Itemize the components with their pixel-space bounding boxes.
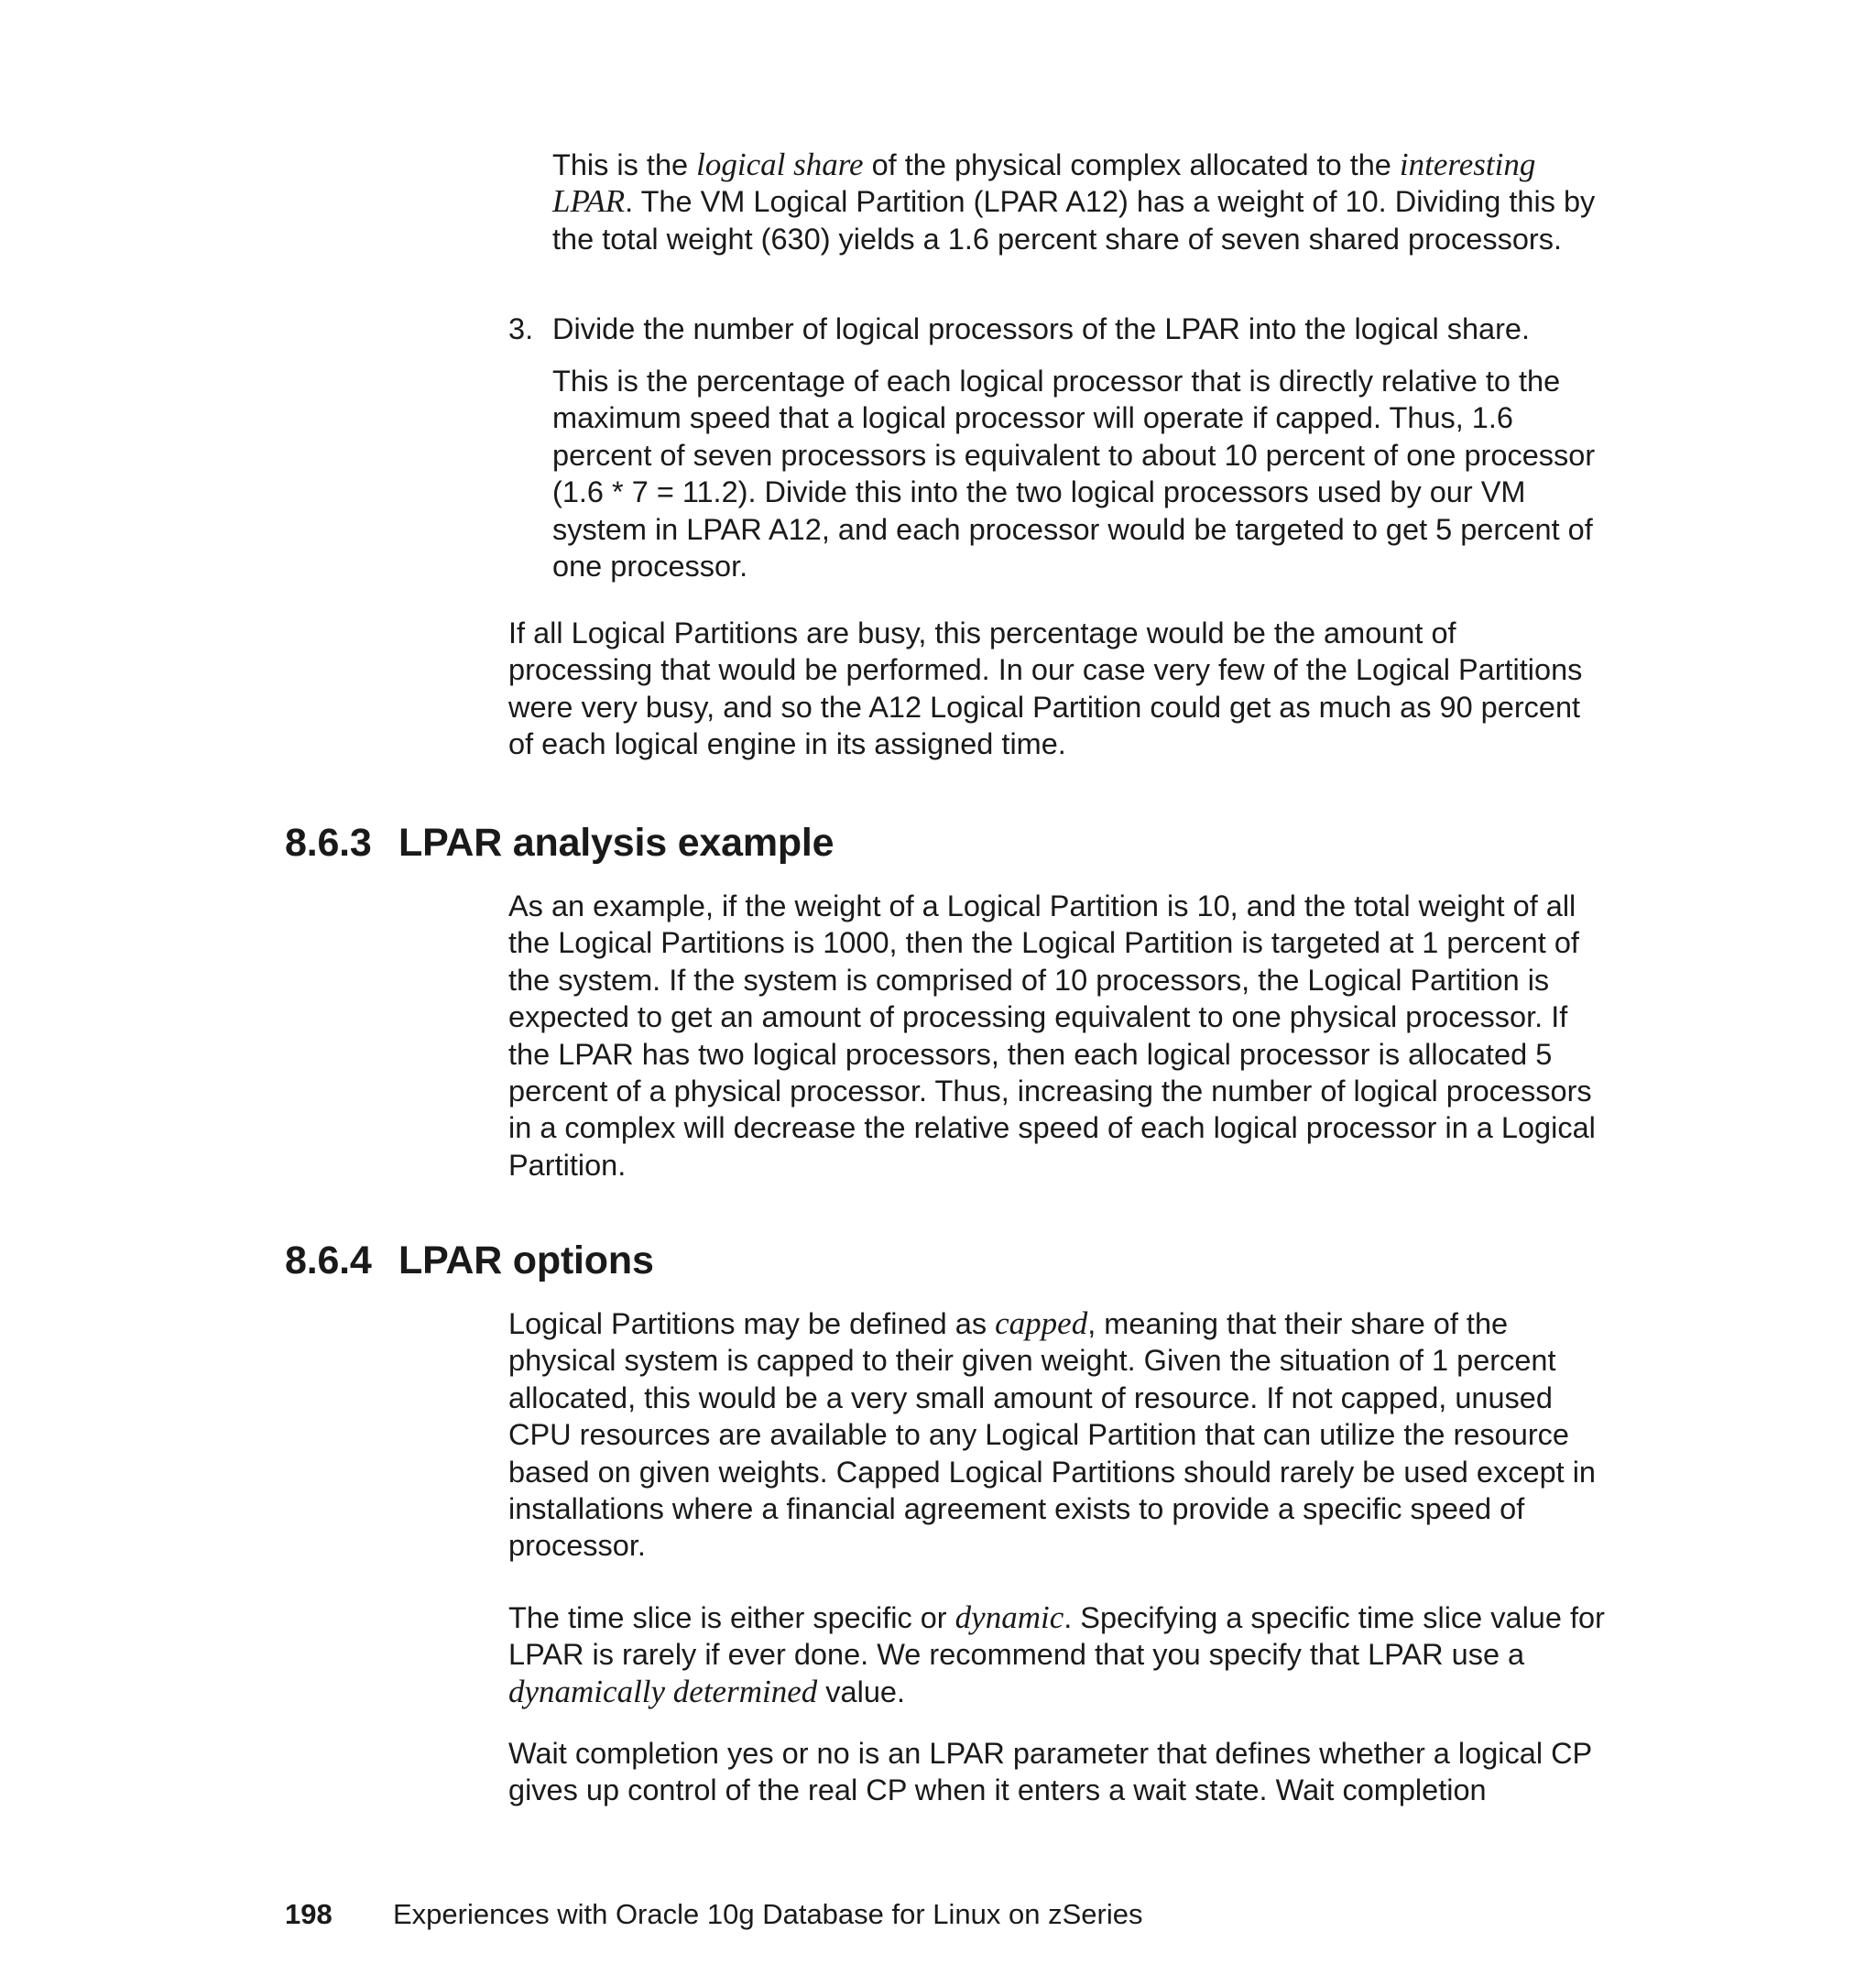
paragraph-time-slice: The time slice is either specific or dynamic. Specifying a specific time slice value for LPAR is rarely if ever done. We recommend that you specify that LPAR use a dynamically determined value. xyxy=(508,1599,1605,1709)
paragraph-example: As an example, if the weight of a Logical Partition is 10, and the total weight of all the Logical Partitions is 1000, then the Logical Partition is targeted at 1 percent of the system. If the system is comprised of 10 processors, the Logical Partition is expected to get an amount of processing equivalent to one physical processor. If the LPAR has two logical processors, then each logical processor is allocated 5 percent of a physical processor. Thus, increasing the number of logical processors in a complex will decrease the relative speed of each logical processor in a Logical Partition. xyxy=(508,889,1596,1182)
emphasis-capped: capped xyxy=(995,1305,1088,1341)
paragraph-logical-share: This is the logical share of the physical complex allocated to the interesting LPAR. The VM Logical Partition (LPAR A12) has a weight of 10. Dividing this by the total weight (630) yields a 1.6 percent share of seven shared processors. xyxy=(552,147,1596,256)
page-number: 198 xyxy=(285,1898,333,1930)
paragraph-wait-completion: Wait completion yes or no is an LPAR parameter that defines whether a logical CP gives up control of the real CP when it enters a wait state. Wait completion xyxy=(508,1737,1592,1807)
emphasis-interesting-lpar: interesting LPAR xyxy=(552,147,1536,220)
section-heading-8-6-4: 8.6.4 LPAR options xyxy=(285,1239,654,1282)
paragraph-busy: If all Logical Partitions are busy, this percentage would be the amount of processing that would be performed. In our case very few of the Logical Partitions were very busy, and so the A12 Logical Partition could get as much as 90 percent of each logical engine in its assigned time. xyxy=(508,617,1583,761)
paragraph-percentage: This is the percentage of each logical processor that is directly relative to the maximum speed that a logical processor will operate if capped. Thus, 1.6 percent of seven processors is equivalent to about 10 percent of one processor (1.6 * 7 = 11.2). Divide this into the two logical processors used by our VM system in LPAR A12, and each processor would be targeted to get 5 percent of one processor. xyxy=(552,365,1596,584)
emphasis-logical-share: logical share xyxy=(696,147,864,182)
paragraph-capped: Logical Partitions may be defined as capped, meaning that their share of the physical system is capped to their given weight. Given the situation of 1 percent allocated, this would be a very small amount of resource. If not capped, unused CPU resources are available to any Logical Partition that can utilize the resource based on given weights. Capped Logical Partitions should rarely be used except in installations where a financial agreement exists to provide a specific speed of processor. xyxy=(508,1305,1596,1563)
list-item-step-3: Divide the number of logical processors of the LPAR into the logical share. xyxy=(552,312,1531,345)
section-heading-8-6-3: 8.6.3 LPAR analysis example xyxy=(285,821,834,865)
emphasis-dynamic: dynamic xyxy=(954,1599,1064,1635)
emphasis-dynamically-determined: dynamically determined xyxy=(508,1673,818,1709)
page-footer xyxy=(285,1896,1143,1933)
list-item-number: 3. xyxy=(508,312,534,345)
book-title: Experiences with Oracle 10g Database for Linux on zSeries xyxy=(393,1898,1143,1930)
